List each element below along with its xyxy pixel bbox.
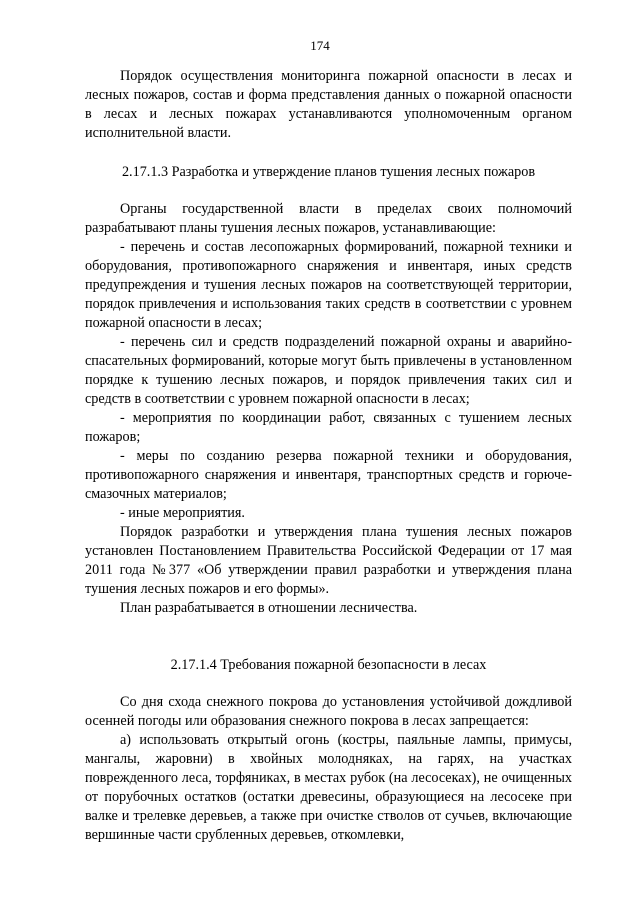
section-heading-2-17-1-3: 2.17.1.3 Разработка и утверждение планов тушения лесных пожаров: [121, 164, 536, 180]
list-item-reserve-measures: - меры по созданию резерва пожарной техники и оборудования, противопожарного снаряжения и инвентаря, транспортных средств и горюче-смазочных материалов;: [85, 448, 572, 502]
list-item-open-fire-prohibition: а) использовать открытый огонь (костры, паяльные лампы, примусы, мангалы, жаровни) в хвойных молодняках, на гарях, на участках поврежденного леса, торфяниках, в местах рубок (на лесосеках), не очищенных от порубочных остатков (остатки древесины, образующиеся на лесосеке при валке и трелевке деревьев, а также при очистке стволов от сучьев, включающие вершинные части срубленных деревьев, откомлевки,: [85, 732, 572, 843]
list-item-fire-protection-forces: - перечень сил и средств подразделений пожарной охраны и аварийно-спасательных формирований, которые могут быть привлечены в установленном порядке к тушению лесных пожаров, и порядок привлечения таких сил и средств в соответствии с уровнем пожарной опасности в лесах;: [85, 334, 572, 407]
paragraph-resolution-reference: Порядок разработки и утверждения плана тушения лесных пожаров установлен Постановлением Правительства Российской Федерации от 17 мая 2011 года №377 «Об утверждении правил разработки и утверждения плана тушения лесных пожаров и его формы».: [85, 524, 572, 597]
section-heading-2-17-1-4: 2.17.1.4 Требования пожарной безопасности в лесах: [170, 657, 487, 673]
paragraph-plan-scope: План разрабатывается в отношении лесничества.: [120, 600, 418, 616]
paragraph-plan-intro: Органы государственной власти в пределах своих полномочий разрабатывают планы тушения лесных пожаров, устанавливающие:: [85, 201, 572, 236]
paragraph-prohibition-intro: Со дня схода снежного покрова до установления устойчивой дождливой осенней погоды или образования снежного покрова в лесах запрещается:: [85, 694, 572, 729]
list-item-fire-formations: - перечень и состав лесопожарных формирований, пожарной техники и оборудования, противопожарного снаряжения и инвентаря, иных средств предупреждения и тушения лесных пожаров на соответствующей территории, порядок привлечения и использования таких средств в соответствии с уровнем пожарной опасности в лесах;: [85, 239, 572, 331]
page-number: 174: [310, 38, 330, 53]
list-item-other-measures: - иные мероприятия.: [120, 505, 245, 521]
list-item-coordination-measures: - мероприятия по координации работ, связанных с тушением лесных пожаров;: [85, 410, 572, 445]
paragraph-monitoring-procedure: Порядок осуществления мониторинга пожарной опасности в лесах и лесных пожаров, состав и форма представления данных о пожарной опасности в лесах и лесных пожарах устанавливаются уполномоченным органом исполнительной власти.: [85, 68, 572, 141]
document-body: [85, 67, 572, 845]
